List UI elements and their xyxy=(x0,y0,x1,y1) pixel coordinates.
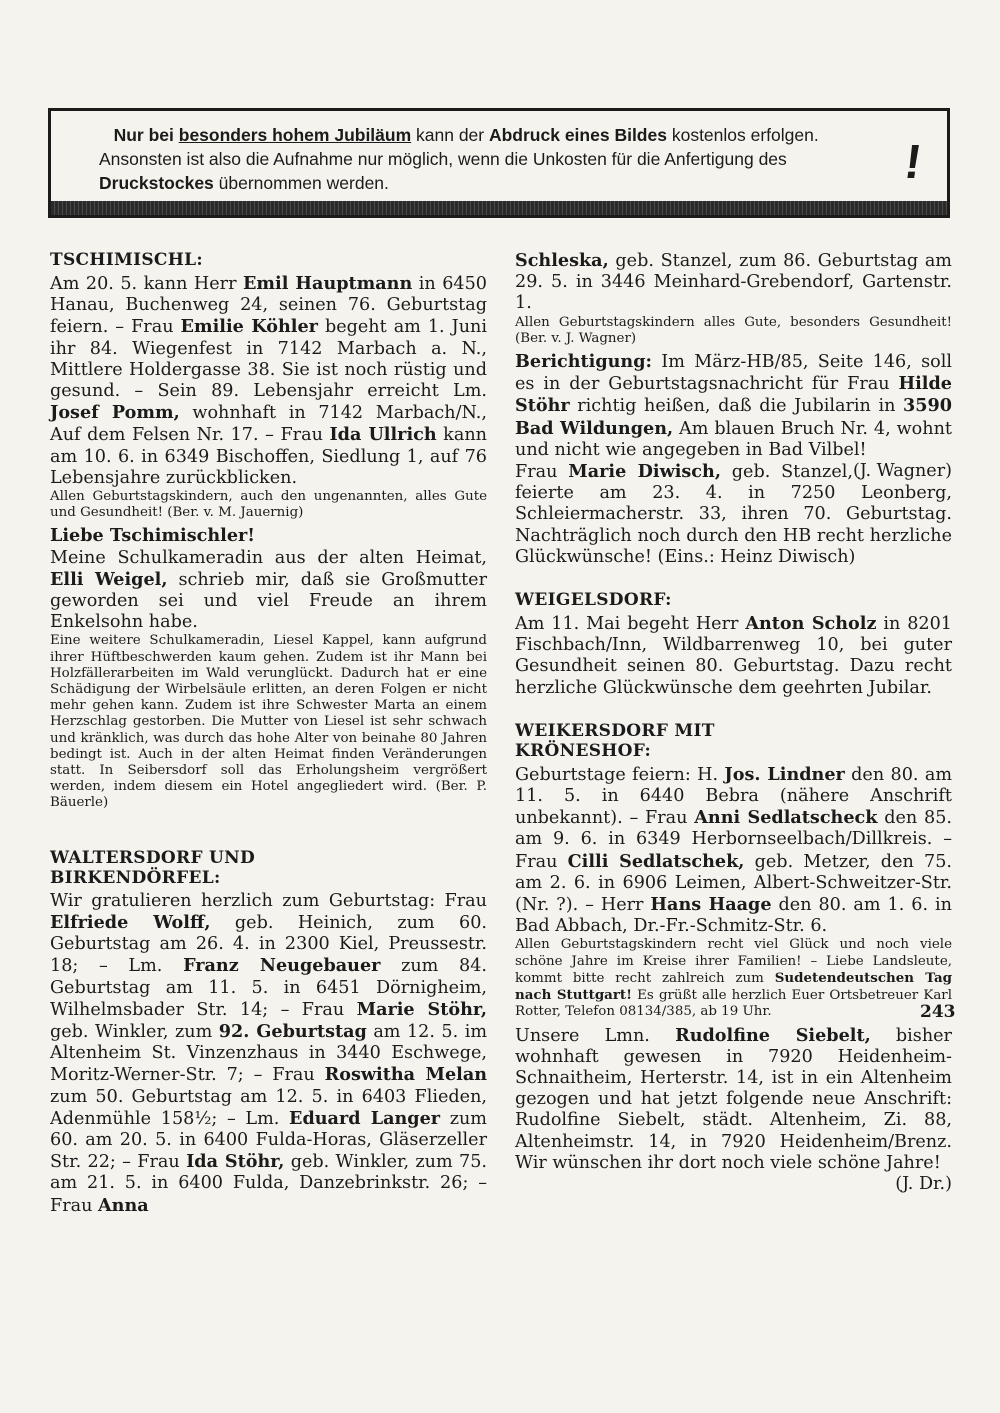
left-column xyxy=(50,250,487,1217)
weikersdorf-small-1: Allen Geburtstagskindern recht viel Glück und noch viele schöne Jahre im Kreise ihrer Familien! – Liebe Landsleute, kommt bitte recht zahlreich zum Sudetendeutschen Tag nach Stuttgart! Es grüßt alle herzlich Euer Ortsbetreuer Karl Rotter, Telefon 08134/385, ab 19 Uhr. xyxy=(515,937,952,1020)
notice-box xyxy=(48,108,950,218)
berichtigung-paragraph: Berichtigung: Im März-HB/85, Seite 146, soll es in der Geburtstagsnachricht für Frau Hilde Stöhr richtig heißen, daß die Jubilarin in 3590 Bad Wildungen, Am blauen Bruch Nr. 4, wohnt und nicht wie angegeben in Bad Vilbel! (J. Wagner) xyxy=(515,351,952,482)
tschimischl-paragraph-1: Am 20. 5. kann Herr Emil Hauptmann in 6450 Hanau, Buchenweg 24, seinen 76. Geburtstag feiern. – Frau Emilie Köhler begeht am 1. Juni ihr 84. Wiegenfest in 7142 Marbach a. N., Mittlere Holdergasse 38. Sie ist noch rüstig und gesund. – Sein 89. Lebensjahr erreicht Lm. Josef Pomm, wohnhaft in 7142 Marbach/N., Auf dem Felsen Nr. 17. – Frau Ida Ullrich kann am 10. 6. in 6349 Bischoffen, Siedlung 1, auf 76 Lebensjahre zurückblicken. xyxy=(50,273,487,488)
tschimischl-small-1: Allen Geburtstagskindern, auch den ungenannten, alles Gute und Gesundheit! (Ber. v. M. Jauernig) xyxy=(50,489,487,521)
liebe-tschimischler-heading: Liebe Tschimischler! xyxy=(50,525,256,547)
siebelt-signature: (J. Dr.) xyxy=(895,1173,952,1194)
heading-waltersdorf: WALTERSDORF UND BIRKENDÖRFEL: xyxy=(50,847,256,888)
weikersdorf-paragraph-1: Geburtstage feiern: H. Jos. Lindner den 80. am 11. 5. in 6440 Bebra (nähere Anschrift unbekannt). – Frau Anni Sedlatscheck den 85. am 9. 6. in 6349 Herbornseelbach/Dillkreis. – Frau Cilli Sedlatschek, geb. Metzer, den 75. am 2. 6. in 6906 Leimen, Albert-Schweitzer-Str. (Nr. ?). – Herr Hans Haage den 80. am 1. 6. in Bad Abbach, Dr.-Fr.-Schmitz-Str. 6. xyxy=(515,763,952,937)
heading-weigelsdorf: WEIGELSDORF: xyxy=(515,590,672,611)
exclamation-mark: ! xyxy=(901,136,925,189)
berichtigung-signature: (J. Wagner) xyxy=(852,461,952,482)
siebelt-paragraph: Unsere Lmn. Rudolfine Siebelt, bisher wohnhaft gewesen in 7920 Heidenheim-Schnaitheim, Herterstr. 14, ist in ein Altenheim gezogen und hat jetzt folgende neue Anschrift: Rudolfine Siebelt, städt. Altenheim, Zi. 88, Altenheimstr. 14, in 7920 Heidenheim/Brenz. Wir wünschen ihr dort noch viele schöne Jahre! (J. Dr.) xyxy=(515,1024,952,1194)
tschimischl-paragraph-2: Meine Schulkameradin aus der alten Heimat, Elli Weigel, schrieb mir, daß sie Großmutter geworden sei und viel Freude an ihrem Enkelsohn habe. xyxy=(50,547,488,633)
tschimischl-small-2: Eine weitere Schulkameradin, Liesel Kappel, kann aufgrund ihrer Hüftbeschwerden kaum gehen. Zudem ist ihr Mann bei Holzfällerarbeiten im Wald verunglückt. Dadurch hat er eine Schädigung der Wirbelsäule erlitten, an deren Folgen er nicht mehr gehen kann. Zudem ist ihre Schwester Marta an einem Herzschlag gestorben. Die Mutter von Liesel ist sehr schwach und kränklich, was durch das hohe Alter von beinahe 80 Jahren bedingt ist. Auch in der alten Heimat finden Veränderungen statt. In Seibersdorf soll das Erholungsheim vergrößert werden, indem diesem ein Hotel angegliedert wird. (Ber. P. Bäuerle) xyxy=(50,633,487,811)
continuation-paragraph-1: Schleska, geb. Stanzel, zum 86. Geburtstag am 29. 5. in 3446 Meinhard-Grebendorf, Gartenstr. 1. xyxy=(515,250,952,314)
notice-text: Nur bei besonders hohem Jubiläum kann der Abdruck eines Bildes kostenlos erfolgen. Ansonsten ist also die Aufnahme nur möglich, wenn die Unkosten für die Anfertigung des Druckstockes übernommen werden. xyxy=(99,125,819,193)
heading-tschimischl: TSCHIMISCHL: xyxy=(50,250,203,270)
notice-bottom-bar xyxy=(51,201,947,215)
right-column xyxy=(515,250,952,1195)
continuation-small-1: Allen Geburtstagskindern alles Gute, besonders Gesundheit! (Ber. v. J. Wagner) xyxy=(515,314,952,346)
heading-weikersdorf: WEIKERSDORF MIT KRÖNESHOF: xyxy=(515,720,715,761)
page-number: 243 xyxy=(920,1002,956,1022)
diwisch-paragraph: Frau Marie Diwisch, geb. Stanzel, feierte am 23. 4. in 7250 Leonberg, Schleiermacherstr. 33, ihren 70. Geburtstag. Nachträglich noch durch den HB recht herzliche Glückwünsche! (Eins.: Heinz Diwisch) xyxy=(515,461,952,567)
waltersdorf-paragraph-1: Wir gratulieren herzlich zum Geburtstag: Frau Elfriede Wolff, geb. Heinich, zum 60. Geburtstag am 26. 4. in 2300 Kiel, Preussestr. 18; – Lm. Franz Neugebauer zum 84. Geburtstag am 11. 5. in 6451 Dörnigheim, Wilhelmsbader Str. 14; – Frau Marie Stöhr, geb. Winkler, zum 92. Geburtstag am 12. 5. im Altenheim St. Vinzenzhaus in 3440 Eschwege, Moritz-Werner-Str. 7; – Frau Roswitha Melan zum 50. Geburtstag am 12. 5. in 6403 Flieden, Adenmühle 158½; – Lm. Eduard Langer zum 60. am 20. 5. in 6400 Fulda-Horas, Gläserzeller Str. 22; – Frau Ida Stöhr, geb. Winkler, zum 75. am 21. 5. in 6400 Fulda, Danzebrinkstr. 26; – Frau Anna xyxy=(50,890,488,1216)
weigelsdorf-paragraph-1: Am 11. Mai begeht Herr Anton Scholz in 8201 Fischbach/Inn, Wildbarrenweg 10, bei guter Gesundheit seinen 80. Geburtstag. Dazu recht herzliche Glückwünsche dem geehrten Jubilar. xyxy=(515,613,952,698)
